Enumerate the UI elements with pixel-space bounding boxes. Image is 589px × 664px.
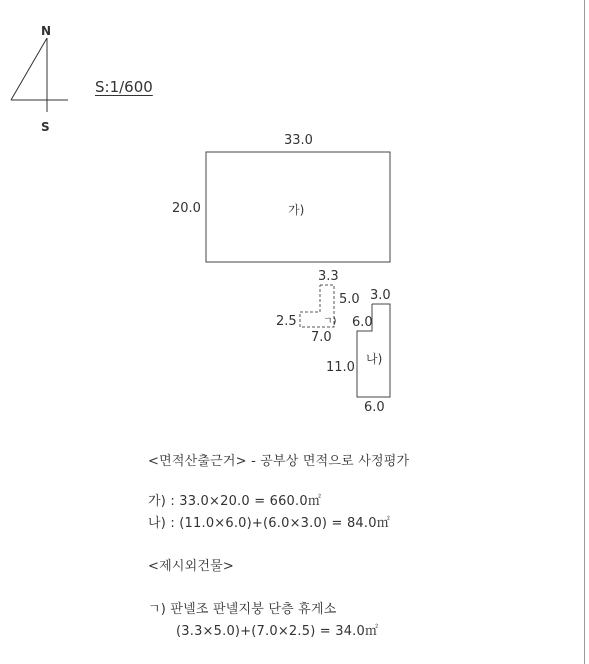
building-b-lower-left-label: 11.0 bbox=[326, 360, 355, 375]
building-b-label: 나) bbox=[366, 352, 383, 366]
annex-right-label: 5.0 bbox=[339, 292, 360, 307]
annex-top-label: 3.3 bbox=[318, 269, 339, 284]
calc-line-na: 나) : (11.0×6.0)+(6.0×3.0) = 84.0㎡ bbox=[148, 516, 390, 531]
north-arrow-diagonal bbox=[11, 38, 47, 100]
building-b-bottom-label: 6.0 bbox=[364, 400, 385, 415]
annex-bottom-label: 7.0 bbox=[311, 330, 332, 345]
annex-left-label: 2.5 bbox=[276, 314, 297, 329]
compass-south-label: S bbox=[41, 120, 50, 134]
north-arrow-icon bbox=[11, 38, 68, 112]
compass-north-label: N bbox=[41, 24, 52, 38]
main-width-label: 33.0 bbox=[284, 133, 313, 148]
building-b-top-label: 3.0 bbox=[370, 288, 391, 303]
annex-id-label: ㄱ) bbox=[323, 316, 337, 327]
scale-label: S:1/600 bbox=[95, 78, 153, 96]
extra-item-giyeok-calc: (3.3×5.0)+(7.0×2.5) = 34.0㎡ bbox=[176, 624, 379, 639]
extra-item-giyeok: ㄱ) 판넬조 판넬지붕 단층 휴게소 bbox=[148, 602, 337, 617]
main-height-label: 20.0 bbox=[172, 201, 201, 216]
building-b-upper-left-label: 6.0 bbox=[352, 315, 373, 330]
calc-line-ga: 가) : 33.0×20.0 = 660.0㎡ bbox=[148, 494, 322, 509]
calc-heading: <면적산출근거> - 공부상 면적으로 사정평가 bbox=[148, 454, 410, 469]
main-building-label: 가) bbox=[288, 203, 305, 217]
extra-buildings-heading: <제시외건물> bbox=[148, 559, 234, 574]
